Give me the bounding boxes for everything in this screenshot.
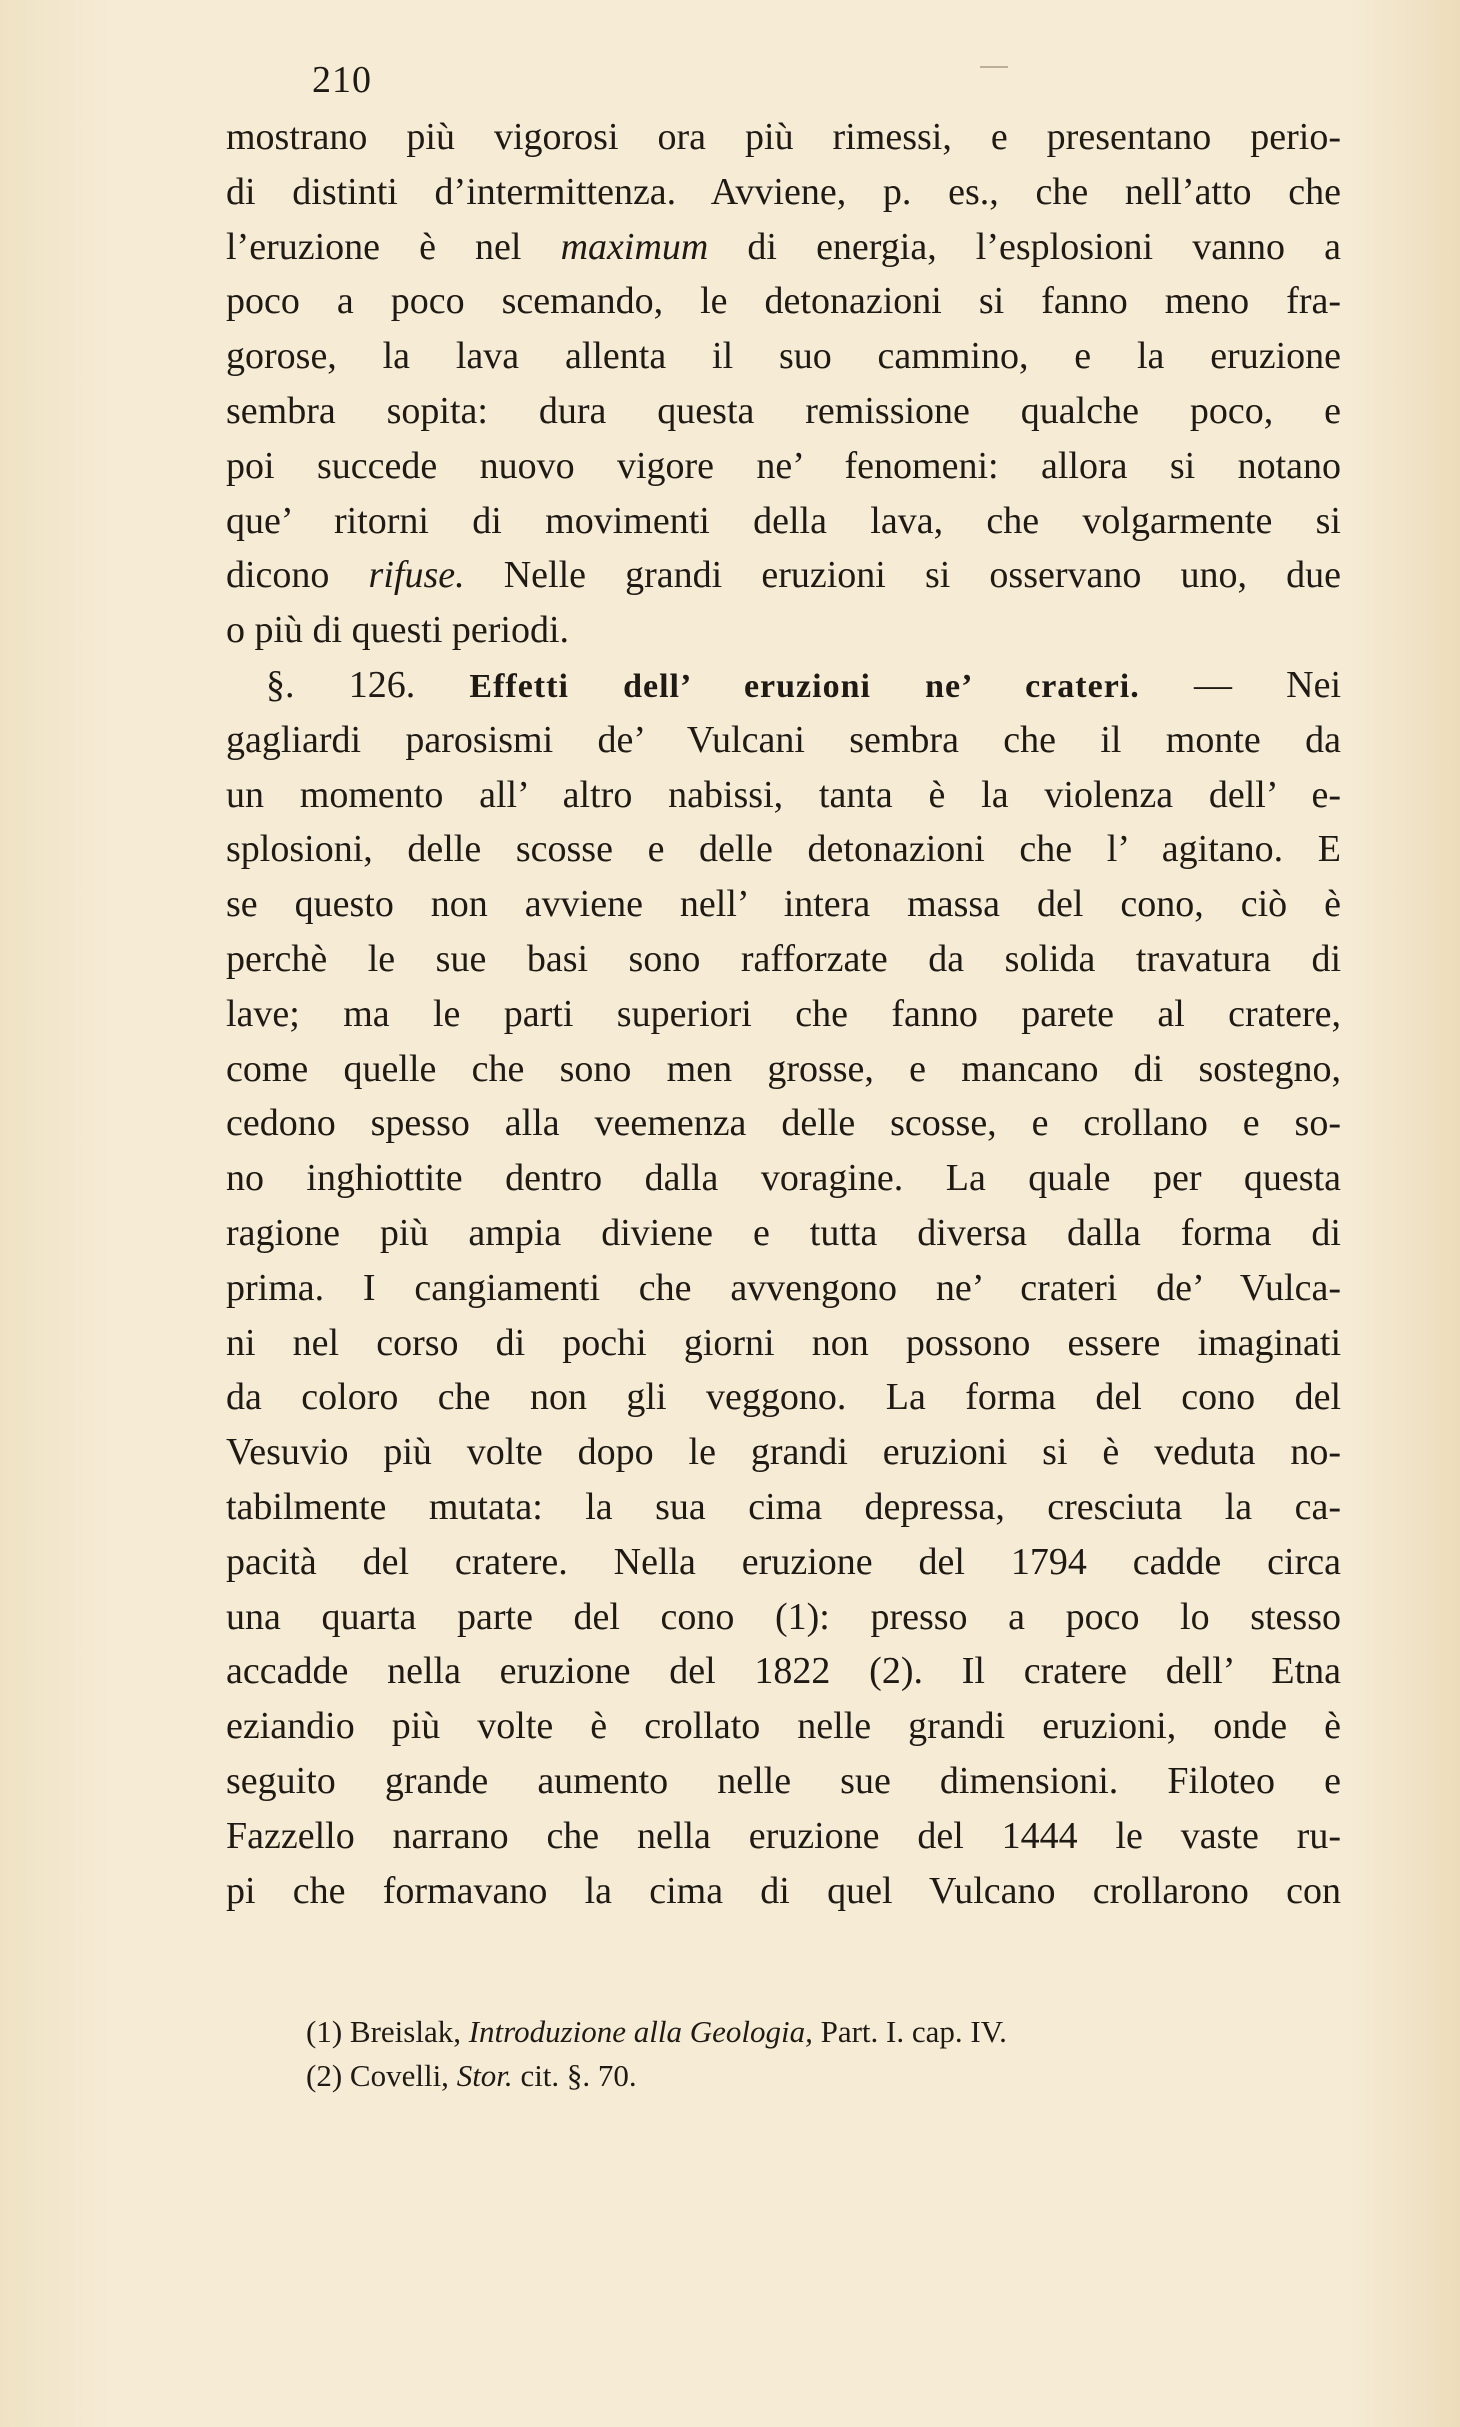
footnote-reference: cit. §. 70. [520,2058,637,2093]
section-title: Effetti dell’ eruzioni ne’ crateri. [469,667,1140,705]
footnote-number: (1) [306,2014,343,2049]
section-heading-line [226,658,1341,713]
footnote-number: (2) [306,2058,343,2093]
text-line: lave; ma le parti superiori che fanno parete al cratere, [226,992,1341,1035]
text-line: cedono spesso alla veemenza delle scosse, e crollano e so- [226,1102,1341,1145]
text-line [226,548,1341,603]
footnotes [306,2010,1326,2098]
text-line: come quelle che sono men grosse, e mancano di sostegno, [226,1047,1341,1090]
text-segment: l’eruzione è nel [226,225,561,268]
text-line: Vesuvio più volte dopo le grandi eruzioni si è veduta no- [226,1431,1341,1474]
text-line: Fazzello narrano che nella eruzione del 1444 le vaste ru- [226,1814,1341,1857]
text-line: eziandio più volte è crollato nelle grandi eruzioni, onde è [226,1705,1341,1748]
text-line: pacità del cratere. Nella eruzione del 1794 cadde circa [226,1540,1341,1583]
text-line: tabilmente mutata: la sua cima depressa, cresciuta la ca- [226,1485,1341,1528]
footnote-title: Stor. [456,2058,513,2093]
text-line: ni nel corso di pochi giorni non possono essere imaginati [226,1321,1341,1364]
page-number: 210 [312,59,372,101]
section-number: §. 126. [266,663,470,706]
text-segment: Nelle grandi eruzioni si osservano uno, due [464,554,1341,597]
text-line: se questo non avviene nell’ intera massa del cono, ciò è [226,883,1341,926]
footnote-author: Covelli, [349,2058,449,2093]
text-line: seguito grande aumento nelle sue dimensioni. Filoteo e [226,1759,1341,1802]
text-line: pi che formavano la cima di quel Vulcano crollarono con [226,1869,1341,1912]
text-line: o più di questi periodi. [226,609,570,652]
text-line: que’ ritorni di movimenti della lava, che volgarmente si [226,499,1341,542]
footnote-author: Breislak, [349,2014,461,2049]
footnote [306,2010,1326,2054]
text-segment: dicono [226,554,369,597]
text-line: di distinti d’intermittenza. Avviene, p. es., che nell’atto che [226,170,1341,213]
footnote-reference: Part. I. cap. IV. [820,2014,1007,2049]
text-line: ragione più ampia diviene e tutta diversa dalla forma di [226,1211,1341,1254]
footnote [306,2054,1326,2098]
text-line: poco a poco scemando, le detonazioni si fanno meno fra- [226,280,1341,323]
text-line: prima. I cangiamenti che avvengono ne’ crateri de’ Vulca- [226,1266,1341,1309]
text-line: una quarta parte del cono (1): presso a poco lo stesso [226,1595,1341,1638]
text-line: sembra sopita: dura questa remissione qualche poco, e [226,389,1341,432]
text-line: no inghiottite dentro dalla voragine. La quale per questa [226,1157,1341,1200]
text-line: gorose, la lava allenta il suo cammino, e la eruzione [226,335,1341,378]
footnote-title: Introduzione alla Geologia, [468,2014,813,2049]
text-line [226,220,1341,275]
text-line: poi succede nuovo vigore ne’ fenomeni: allora si notano [226,444,1341,487]
text-line: perchè le sue basi sono rafforzate da solida travatura di [226,937,1341,980]
body-text [226,110,1341,1918]
text-line: gagliardi parosismi de’ Vulcani sembra che il monte da [226,718,1341,761]
italic-term: maximum [560,225,709,268]
text-line: mostrano più vigorosi ora più rimessi, e presentano perio- [226,116,1341,158]
text-line: da coloro che non gli veggono. La forma del cono del [226,1376,1341,1419]
decorative-dash [980,66,1008,68]
italic-term: rifuse. [368,554,465,597]
text-line: splosioni, delle scosse e delle detonazioni che l’ agitano. E [226,828,1341,871]
text-segment: di energia, l’esplosioni vanno a [708,225,1342,268]
text-line: accadde nella eruzione del 1822 (2). Il cratere dell’ Etna [226,1650,1341,1693]
text-line: un momento all’ altro nabissi, tanta è la violenza dell’ e- [226,773,1341,816]
text-segment: — Nei [1139,663,1342,706]
